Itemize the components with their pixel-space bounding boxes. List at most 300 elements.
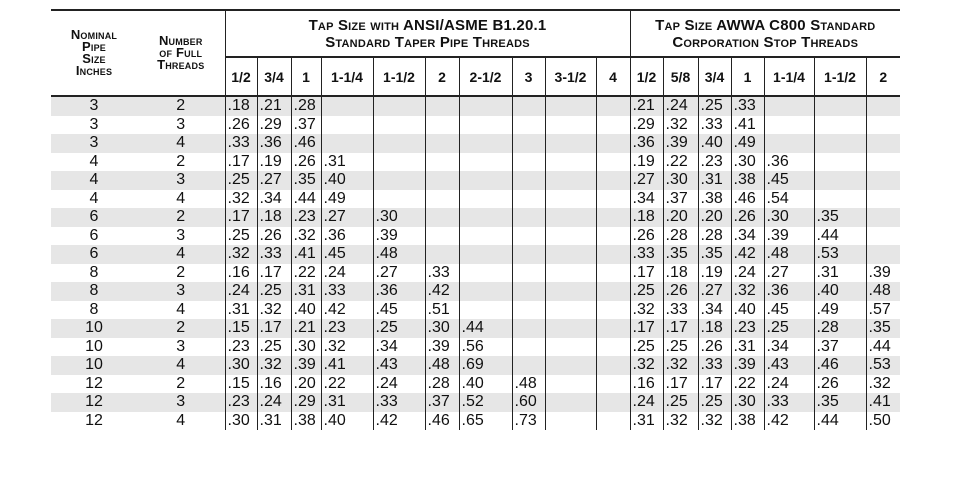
awwa-value-cell: .35 [866, 319, 900, 338]
awwa-value-cell: .32 [663, 412, 698, 431]
ansi-value-cell [596, 338, 630, 357]
awwa-value-cell: .40 [698, 134, 731, 153]
table-row [51, 375, 900, 394]
ansi-value-cell: .21 [291, 319, 321, 338]
awwa-value-cell: .43 [764, 356, 814, 375]
ansi-value-cell [512, 245, 545, 264]
awwa-value-cell: .28 [663, 227, 698, 246]
awwa-value-cell: .16 [630, 375, 663, 394]
ansi-value-cell: .18 [257, 208, 291, 227]
ansi-value-cell [321, 116, 373, 135]
awwa-value-cell: .18 [698, 319, 731, 338]
ansi-value-cell [596, 134, 630, 153]
awwa-value-cell: .25 [698, 96, 731, 116]
ansi-value-cell [512, 282, 545, 301]
ansi-value-cell: .26 [291, 153, 321, 172]
awwa-value-cell: .50 [866, 412, 900, 431]
awwa-value-cell: .44 [866, 338, 900, 357]
awwa-value-cell: .48 [866, 282, 900, 301]
table-row [51, 338, 900, 357]
ansi-tap-size-header: 4 [596, 57, 630, 96]
table-row [51, 245, 900, 264]
threads-cell: 2 [137, 96, 225, 116]
awwa-value-cell: .32 [630, 301, 663, 320]
ansi-value-cell [373, 190, 425, 209]
awwa-value-cell [866, 96, 900, 116]
pipe-size-cell: 12 [85, 411, 103, 429]
pipe-size-header-line: Pipe [82, 39, 106, 54]
ansi-value-cell: .27 [373, 264, 425, 283]
ansi-value-cell [321, 96, 373, 116]
awwa-value-cell: .39 [764, 227, 814, 246]
ansi-value-cell: .25 [225, 171, 257, 190]
awwa-value-cell: .27 [630, 171, 663, 190]
awwa-value-cell: .18 [630, 208, 663, 227]
ansi-value-cell [596, 356, 630, 375]
ansi-value-cell [512, 301, 545, 320]
ansi-value-cell [373, 96, 425, 116]
awwa-value-cell: .31 [630, 412, 663, 431]
ansi-value-cell: .19 [257, 153, 291, 172]
ansi-value-cell: .51 [425, 301, 459, 320]
pipe-size-cell: 4 [51, 171, 137, 190]
awwa-value-cell: .25 [630, 282, 663, 301]
awwa-value-cell: .24 [630, 393, 663, 412]
ansi-value-cell [425, 245, 459, 264]
awwa-value-cell: .17 [663, 375, 698, 394]
awwa-value-cell [814, 116, 866, 135]
ansi-value-cell [512, 338, 545, 357]
ansi-value-cell [545, 208, 596, 227]
awwa-value-cell: .38 [731, 412, 764, 431]
ansi-value-cell: .17 [225, 208, 257, 227]
pipe-size-header [51, 10, 137, 96]
threads-cell: 2 [137, 375, 225, 394]
ansi-value-cell [545, 356, 596, 375]
awwa-value-cell: .48 [764, 245, 814, 264]
ansi-value-cell: .30 [225, 356, 257, 375]
ansi-value-cell [596, 393, 630, 412]
awwa-value-cell: .44 [814, 227, 866, 246]
awwa-tap-size-header: 3/4 [698, 57, 731, 96]
table-row [51, 190, 900, 209]
table-row [51, 412, 900, 431]
ansi-value-cell [545, 116, 596, 135]
ansi-value-cell [545, 96, 596, 116]
ansi-value-cell [373, 153, 425, 172]
table-row [51, 319, 900, 338]
ansi-value-cell: .60 [512, 393, 545, 412]
table-row [51, 134, 900, 153]
awwa-value-cell: .57 [866, 301, 900, 320]
awwa-value-cell: .39 [731, 356, 764, 375]
tap-size-table [51, 9, 900, 430]
awwa-value-cell: .32 [731, 282, 764, 301]
ansi-value-cell: .48 [425, 356, 459, 375]
awwa-value-cell: .25 [630, 338, 663, 357]
ansi-value-cell [459, 96, 512, 116]
threads-cell: 4 [137, 190, 225, 209]
awwa-value-cell: .22 [663, 153, 698, 172]
awwa-value-cell: .32 [866, 375, 900, 394]
awwa-value-cell: .39 [866, 264, 900, 283]
ansi-value-cell: .29 [291, 393, 321, 412]
ansi-value-cell [596, 319, 630, 338]
ansi-value-cell [545, 282, 596, 301]
ansi-value-cell: .24 [321, 264, 373, 283]
ansi-value-cell: .25 [373, 319, 425, 338]
threads-cell: 4 [137, 245, 225, 264]
ansi-value-cell: .34 [373, 338, 425, 357]
table-row [51, 153, 900, 172]
awwa-value-cell: .18 [663, 264, 698, 283]
ansi-tap-size-header: 2 [425, 57, 459, 96]
ansi-value-cell [459, 282, 512, 301]
ansi-value-cell: .36 [257, 134, 291, 153]
ansi-value-cell [545, 338, 596, 357]
ansi-value-cell: .46 [425, 412, 459, 431]
ansi-value-cell: .33 [373, 393, 425, 412]
ansi-value-cell: .30 [373, 208, 425, 227]
threads-cell: 3 [137, 338, 225, 357]
ansi-value-cell: .27 [321, 208, 373, 227]
awwa-value-cell: .34 [731, 227, 764, 246]
awwa-value-cell: .32 [663, 356, 698, 375]
ansi-value-cell [596, 301, 630, 320]
pipe-size-cell: 3 [51, 134, 137, 153]
pipe-size-cell: 3 [51, 96, 137, 116]
awwa-value-cell: .24 [764, 375, 814, 394]
ansi-value-cell [459, 116, 512, 135]
awwa-value-cell: .35 [814, 208, 866, 227]
ansi-value-cell [512, 208, 545, 227]
ansi-value-cell [459, 301, 512, 320]
awwa-value-cell: .19 [698, 264, 731, 283]
threads-cell: 3 [137, 393, 225, 412]
ansi-value-cell: .31 [257, 412, 291, 431]
threads-cell: 2 [137, 153, 225, 172]
ansi-value-cell: .29 [257, 116, 291, 135]
awwa-value-cell: .26 [731, 208, 764, 227]
ansi-value-cell: .39 [425, 338, 459, 357]
ansi-value-cell [512, 264, 545, 283]
ansi-value-cell: .22 [291, 264, 321, 283]
threads-header-line: Number [158, 33, 203, 48]
ansi-value-cell [373, 171, 425, 190]
ansi-value-cell [425, 227, 459, 246]
ansi-title-line1: Tap Size with ANSI/ASME B1.20.1 [308, 16, 547, 34]
table-row [51, 171, 900, 190]
awwa-value-cell: .35 [814, 393, 866, 412]
pipe-size-cell: 8 [89, 300, 99, 318]
ansi-value-cell: .33 [425, 264, 459, 283]
awwa-value-cell: .35 [698, 245, 731, 264]
table-row [51, 356, 900, 375]
ansi-value-cell [512, 171, 545, 190]
ansi-tap-size-header: 2-1/2 [459, 57, 512, 96]
awwa-title-line1: Tap Size AWWA C800 Standard [655, 16, 876, 34]
ansi-value-cell [596, 264, 630, 283]
awwa-value-cell: .49 [731, 134, 764, 153]
table-row [51, 116, 900, 135]
ansi-value-cell: .17 [227, 152, 250, 170]
ansi-value-cell: .32 [291, 227, 321, 246]
threads-cell: 2 [137, 319, 225, 338]
ansi-value-cell [425, 96, 459, 116]
ansi-value-cell: .23 [321, 319, 373, 338]
ansi-value-cell: .30 [227, 411, 250, 429]
ansi-value-cell [596, 412, 630, 431]
ansi-value-cell [596, 227, 630, 246]
table-row [51, 282, 900, 301]
awwa-value-cell: .54 [764, 190, 814, 209]
awwa-tap-size-header: 5/8 [663, 57, 698, 96]
threads-cell: 4 [137, 412, 225, 431]
ansi-value-cell: .49 [321, 190, 373, 209]
awwa-tap-size-header: 2 [866, 57, 900, 96]
awwa-value-cell: .25 [764, 319, 814, 338]
awwa-value-cell [866, 227, 900, 246]
awwa-value-cell: .31 [698, 171, 731, 190]
ansi-value-cell: .37 [291, 116, 321, 135]
awwa-value-cell: .33 [698, 356, 731, 375]
ansi-value-cell: .24 [225, 282, 257, 301]
table-row [51, 301, 900, 320]
awwa-value-cell [764, 134, 814, 153]
awwa-value-cell: .26 [814, 375, 866, 394]
ansi-value-cell: .25 [257, 282, 291, 301]
ansi-value-cell: .41 [321, 356, 373, 375]
ansi-value-cell: .65 [459, 412, 512, 431]
awwa-value-cell: .26 [698, 338, 731, 357]
awwa-value-cell [764, 96, 814, 116]
ansi-value-cell: .30 [291, 338, 321, 357]
awwa-value-cell: .42 [731, 245, 764, 264]
ansi-value-cell: .23 [291, 208, 321, 227]
ansi-value-cell [459, 134, 512, 153]
table-body [51, 96, 900, 430]
awwa-group-header [630, 10, 900, 57]
awwa-value-cell [814, 153, 866, 172]
awwa-tap-size-header: 1 [731, 57, 764, 96]
pipe-size-cell: 10 [51, 356, 137, 375]
table-row [51, 208, 900, 227]
awwa-value-cell: .45 [764, 171, 814, 190]
ansi-value-cell: .45 [373, 301, 425, 320]
ansi-tap-size-header: 3/4 [257, 57, 291, 96]
ansi-value-cell: .16 [257, 375, 291, 394]
threads-cell: 3 [137, 116, 225, 135]
pipe-size-cell: 6 [51, 245, 137, 264]
ansi-value-cell: .40 [291, 301, 321, 320]
pipe-size-cell: 3 [89, 115, 99, 133]
ansi-value-cell: .48 [373, 245, 425, 264]
awwa-value-cell: .37 [663, 190, 698, 209]
ansi-tap-size-header: 3 [512, 57, 545, 96]
awwa-value-cell [866, 190, 900, 209]
ansi-value-cell [596, 171, 630, 190]
awwa-value-cell: .28 [698, 227, 731, 246]
ansi-value-cell: .33 [257, 245, 291, 264]
ansi-value-cell [459, 245, 512, 264]
threads-cell: 3 [137, 227, 225, 246]
ansi-value-cell [545, 301, 596, 320]
ansi-value-cell: .31 [321, 153, 373, 172]
table-row [51, 96, 900, 116]
ansi-value-cell: .40 [321, 171, 373, 190]
awwa-value-cell: .34 [698, 301, 731, 320]
ansi-value-cell [373, 116, 425, 135]
ansi-value-cell: .24 [257, 393, 291, 412]
ansi-value-cell [545, 171, 596, 190]
pipe-size-cell: 8 [51, 282, 137, 301]
ansi-value-cell: .23 [225, 393, 257, 412]
awwa-value-cell: .46 [731, 190, 764, 209]
pipe-size-header-line: Nominal [70, 27, 118, 42]
awwa-value-cell [764, 116, 814, 135]
awwa-value-cell [814, 96, 866, 116]
ansi-value-cell [373, 134, 425, 153]
ansi-value-cell [459, 227, 512, 246]
awwa-value-cell: .29 [630, 116, 663, 135]
ansi-tap-size-header: 1-1/4 [321, 57, 373, 96]
ansi-value-cell [545, 190, 596, 209]
awwa-value-cell: .20 [663, 208, 698, 227]
ansi-value-cell: .36 [373, 282, 425, 301]
ansi-value-cell: .73 [512, 412, 545, 431]
awwa-value-cell: .23 [698, 153, 731, 172]
ansi-value-cell [596, 116, 630, 135]
ansi-value-cell: .39 [291, 356, 321, 375]
ansi-value-cell [425, 208, 459, 227]
pipe-size-cell: 10 [85, 337, 103, 355]
ansi-value-cell: .52 [459, 393, 512, 412]
awwa-value-cell: .28 [814, 319, 866, 338]
ansi-value-cell [545, 153, 596, 172]
awwa-value-cell: .23 [731, 319, 764, 338]
awwa-value-cell [814, 190, 866, 209]
ansi-value-cell: .18 [225, 96, 257, 116]
awwa-value-cell: .49 [814, 301, 866, 320]
awwa-value-cell: .37 [814, 338, 866, 357]
ansi-value-cell: .31 [227, 300, 250, 318]
table-row [51, 393, 900, 412]
awwa-value-cell: .53 [814, 245, 866, 264]
ansi-value-cell [459, 190, 512, 209]
awwa-tap-size-header: 1-1/4 [764, 57, 814, 96]
awwa-value-cell: .38 [731, 171, 764, 190]
ansi-value-cell: .33 [321, 282, 373, 301]
awwa-value-cell: .32 [630, 356, 663, 375]
ansi-value-cell [596, 282, 630, 301]
table-row [51, 264, 900, 283]
threads-cell: 3 [137, 171, 225, 190]
pipe-size-cell: 12 [51, 393, 137, 412]
awwa-value-cell: .41 [866, 393, 900, 412]
pipe-size-header-line: Size [82, 51, 106, 66]
ansi-value-cell [545, 245, 596, 264]
awwa-title-line2: Corporation Stop Threads [672, 33, 859, 51]
ansi-title-line2: Standard Taper Pipe Threads [325, 33, 530, 51]
ansi-value-cell: .27 [257, 171, 291, 190]
awwa-value-cell: .17 [630, 264, 663, 283]
ansi-value-cell: .20 [291, 375, 321, 394]
ansi-value-cell: .32 [257, 356, 291, 375]
awwa-value-cell: .39 [663, 134, 698, 153]
awwa-value-cell: .40 [731, 301, 764, 320]
ansi-value-cell: .32 [227, 189, 250, 207]
awwa-value-cell [866, 171, 900, 190]
table-row [51, 227, 900, 246]
ansi-value-cell: .39 [373, 227, 425, 246]
awwa-value-cell: .53 [866, 356, 900, 375]
threads-header-line: of Full [159, 45, 203, 60]
awwa-value-cell: .33 [698, 116, 731, 135]
pipe-size-cell: 4 [89, 189, 99, 207]
ansi-value-cell [512, 116, 545, 135]
awwa-value-cell: .33 [731, 96, 764, 116]
ansi-group-header [225, 10, 630, 57]
ansi-value-cell [596, 375, 630, 394]
threads-cell: 2 [137, 264, 225, 283]
awwa-value-cell: .22 [731, 375, 764, 394]
ansi-value-cell: .40 [321, 412, 373, 431]
awwa-value-cell: .25 [698, 393, 731, 412]
awwa-value-cell: .30 [731, 393, 764, 412]
awwa-value-cell: .33 [764, 393, 814, 412]
ansi-value-cell: .44 [459, 319, 512, 338]
ansi-value-cell [321, 134, 373, 153]
awwa-value-cell: .42 [764, 412, 814, 431]
awwa-value-cell [866, 245, 900, 264]
ansi-value-cell [512, 319, 545, 338]
ansi-value-cell: .21 [257, 96, 291, 116]
ansi-value-cell [459, 153, 512, 172]
ansi-value-cell: .69 [459, 356, 512, 375]
ansi-value-cell [545, 375, 596, 394]
awwa-value-cell [866, 116, 900, 135]
ansi-value-cell: .32 [225, 245, 257, 264]
awwa-value-cell: .34 [630, 190, 663, 209]
ansi-value-cell [545, 319, 596, 338]
ansi-value-cell: .26 [257, 227, 291, 246]
ansi-value-cell: .16 [227, 263, 250, 281]
ansi-value-cell [425, 116, 459, 135]
ansi-value-cell [425, 134, 459, 153]
threads-cell: 4 [137, 356, 225, 375]
ansi-value-cell: .28 [425, 375, 459, 394]
ansi-value-cell: .15 [227, 374, 250, 392]
ansi-value-cell [596, 208, 630, 227]
ansi-value-cell: .31 [291, 282, 321, 301]
awwa-value-cell [866, 208, 900, 227]
ansi-value-cell: .56 [459, 338, 512, 357]
ansi-value-cell: .23 [227, 337, 250, 355]
awwa-value-cell: .36 [764, 153, 814, 172]
ansi-value-cell [512, 227, 545, 246]
ansi-value-cell [512, 134, 545, 153]
ansi-value-cell: .42 [373, 412, 425, 431]
ansi-value-cell: .32 [257, 301, 291, 320]
awwa-value-cell: .46 [814, 356, 866, 375]
awwa-value-cell: .41 [731, 116, 764, 135]
ansi-value-cell [459, 264, 512, 283]
ansi-value-cell: .33 [225, 134, 257, 153]
awwa-value-cell: .25 [663, 393, 698, 412]
ansi-value-cell: .28 [291, 96, 321, 116]
ansi-value-cell [596, 245, 630, 264]
ansi-value-cell [545, 264, 596, 283]
